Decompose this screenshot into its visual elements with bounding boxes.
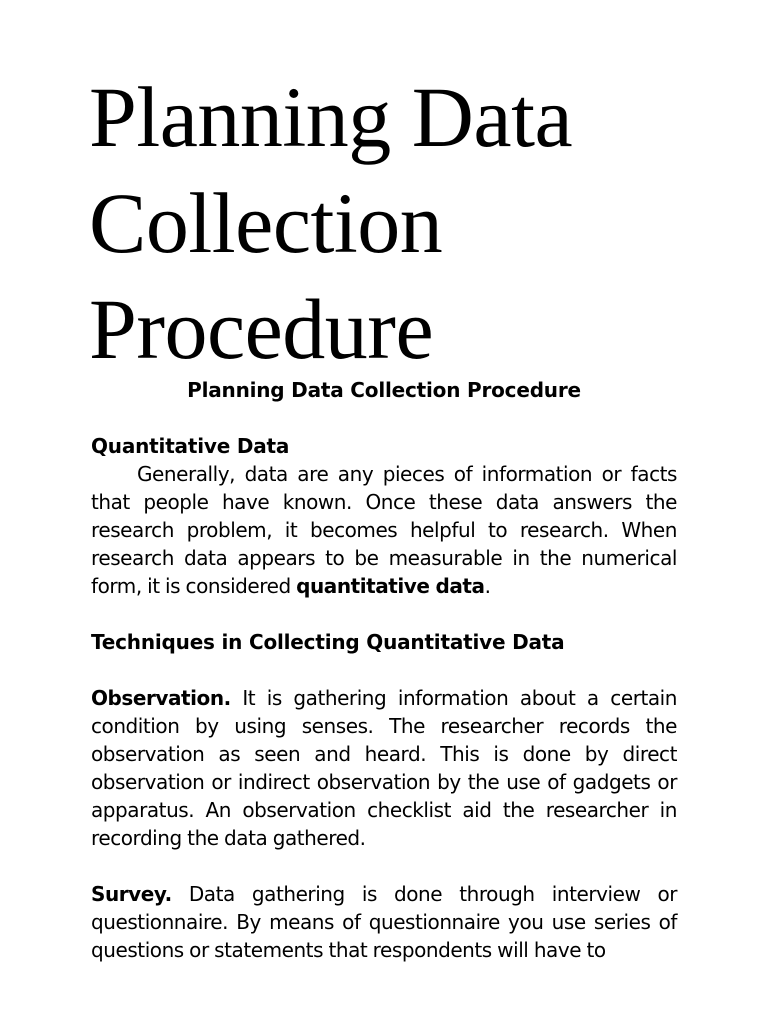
observation-text: It is gathering information about a certain condition by using senses. The researcher records the observation as seen and heard. This is done by direct observation or indirect observation by the use of gadgets or apparatus. An observation checklist aid the researcher in recording the data gathered. xyxy=(91,686,677,850)
title-line-3: Procedure xyxy=(89,281,434,377)
paragraph-end: . xyxy=(484,574,491,598)
heading-techniques: Techniques in Collecting Quantitative Data xyxy=(91,630,565,654)
spacer xyxy=(91,852,677,880)
term-observation: Observation. xyxy=(91,686,231,710)
title-line-2: Collection xyxy=(89,175,443,271)
document-title xyxy=(89,64,729,382)
spacer xyxy=(91,406,677,432)
spacer xyxy=(91,600,677,628)
paragraph-quantitative-data xyxy=(91,460,677,600)
spacer xyxy=(91,656,677,684)
term-survey: Survey. xyxy=(91,882,172,906)
section-subtitle: Planning Data Collection Procedure xyxy=(187,378,581,402)
bold-term-quantitative-data: quantitative data xyxy=(296,574,485,598)
paragraph-text: Generally, data are any pieces of information or facts that people have known. Once these data answers the research problem, it becomes helpful to research. When research data appears to be measurable in the numerical form, it is considered xyxy=(91,462,677,598)
survey-text: Data gathering is done through interview or questionnaire. By means of questionnaire you use series of questions or statements that respondents will have to xyxy=(91,882,677,962)
document-body xyxy=(91,374,677,964)
heading-quantitative-data: Quantitative Data xyxy=(91,434,290,458)
title-line-1: Planning Data xyxy=(89,69,573,165)
paragraph-observation xyxy=(91,684,677,852)
paragraph-survey xyxy=(91,880,677,964)
